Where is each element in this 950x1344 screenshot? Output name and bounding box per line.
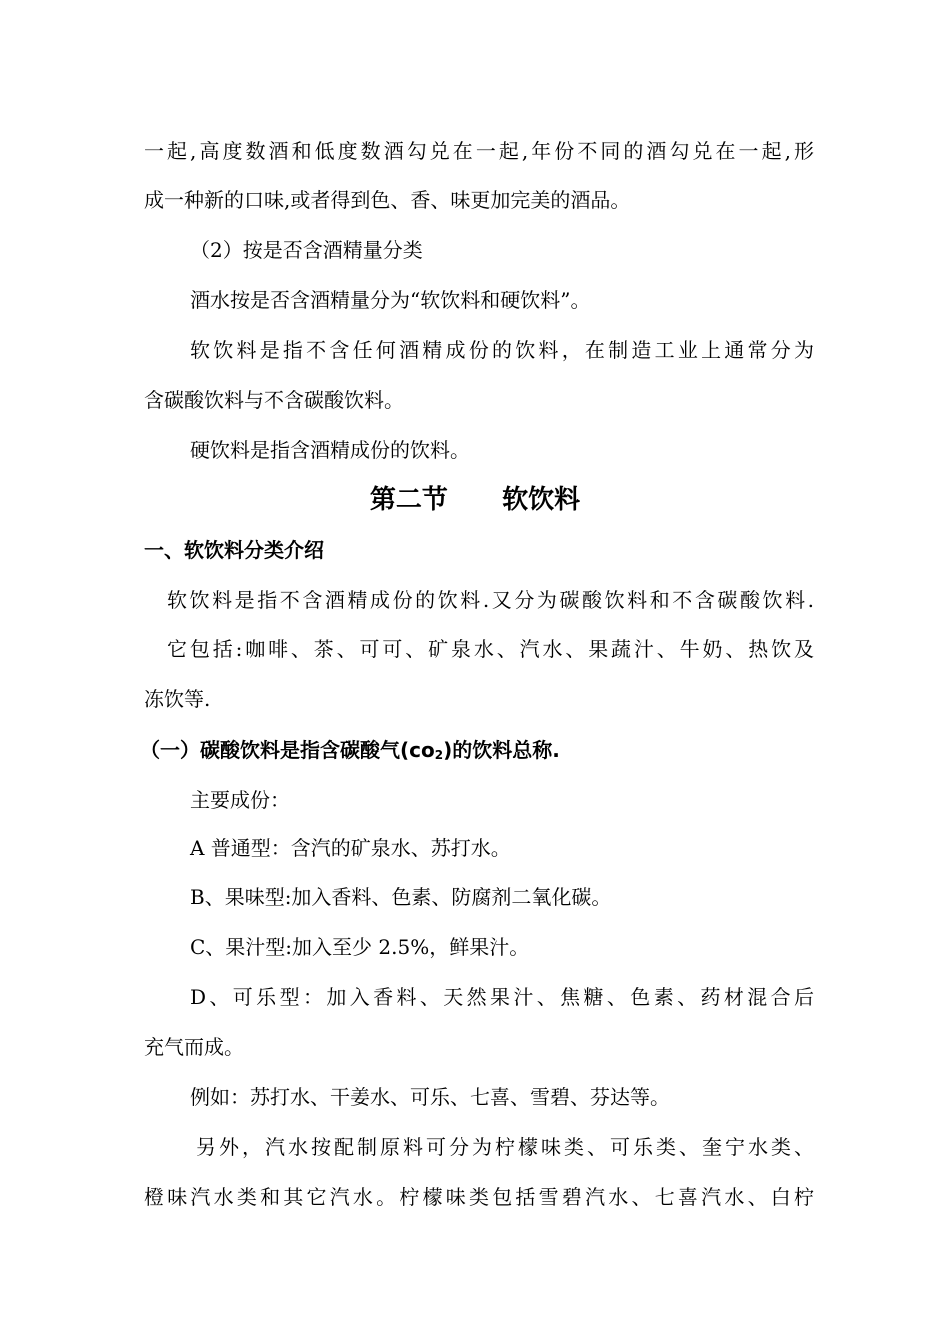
heading-text: )的饮料总称. (443, 738, 560, 762)
heading-text: （一）碳酸饮料是指含碳酸气(co (140, 738, 435, 762)
list-item: D、可乐型：加入香料、天然果汁、焦糖、色素、药材混合后 (190, 985, 814, 1009)
paragraph-line: 例如：苏打水、干姜水、可乐、七喜、雪碧、芬达等。 (190, 1085, 670, 1109)
list-item: B、果味型:加入香料、色素、防腐剂二氧化碳。 (190, 885, 612, 909)
paragraph-line: 含碳酸饮料与不含碳酸饮料。 (144, 388, 404, 412)
paragraph-line: 软饮料是指不含酒精成份的饮料.又分为碳酸饮料和不含碳酸饮料. (167, 588, 814, 612)
paragraph-line: 酒水按是否含酒精量分为“软饮料和硬饮料”。 (190, 288, 591, 312)
list-item: A 普通型：含汽的矿泉水、苏打水。 (190, 836, 511, 860)
paragraph-line: 软饮料是指不含任何酒精成份的饮料，在制造工业上通常分为 (190, 338, 814, 362)
section-title: 第二节 软饮料 (369, 485, 581, 515)
paragraph-line: 冻饮等. (144, 687, 211, 711)
list-item: C、果汁型:加入至少 2.5%，鲜果汁。 (190, 935, 530, 959)
paragraph-line: 充气而成。 (144, 1035, 244, 1059)
paragraph-line: 橙味汽水类和其它汽水。柠檬味类包括雪碧汽水、七喜汽水、白柠 (144, 1185, 814, 1209)
subsection-label: （2）按是否含酒精量分类 (190, 238, 423, 262)
heading-level-2 (140, 736, 560, 769)
paragraph-line: 成一种新的口味,或者得到色、香、味更加完美的酒品。 (144, 188, 631, 212)
paragraph-line: 一起,高度数酒和低度数酒勾兑在一起,年份不同的酒勾兑在一起,形 (144, 139, 814, 163)
subscript-digit: 2 (434, 748, 444, 762)
paragraph-line: 它包括:咖啡、茶、可可、矿泉水、汽水、果蔬汁、牛奶、热饮及 (167, 637, 814, 661)
paragraph-line: 硬饮料是指含酒精成份的饮料。 (190, 438, 470, 462)
paragraph-line: 另外，汽水按配制原料可分为柠檬味类、可乐类、奎宁水类、 (196, 1135, 814, 1159)
paragraph-line: 主要成份： (190, 788, 290, 812)
heading-level-1: 一、软饮料分类介绍 (144, 538, 324, 562)
